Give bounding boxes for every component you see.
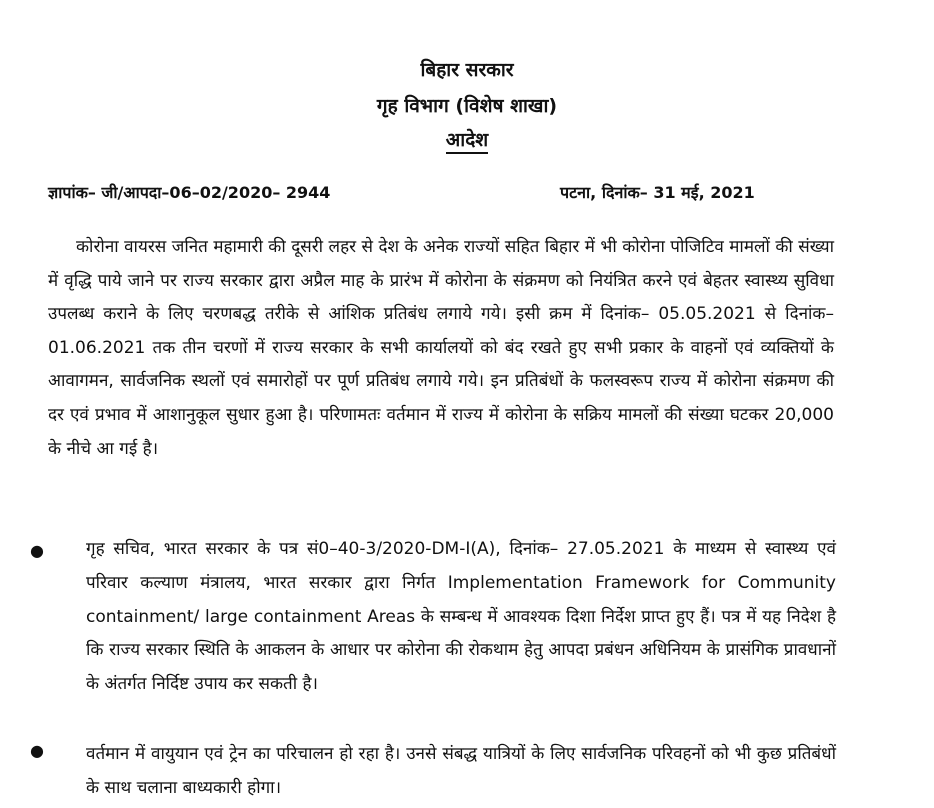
memo-number: ज्ञापांक– जी/आपदा–06–02/2020– 2944	[48, 183, 331, 202]
intro-paragraph: कोरोना वायरस जनित महामारी की दूसरी लहर से देश के अनेक राज्यों सहित बिहार में भी कोरोना पोजिटिव मामलों की संख्या में वृद्धि पाये जाने पर राज्य सरकार द्वारा अप्रैल माह के प्रारंभ में कोरोना के संक्रमण को नियंत्रित करने एवं बेहतर स्वास्थ्य सुविधा उपलब्ध कराने के लिए चरणबद्ध तरीके से आंशिक प्रतिबंध लगाये गये। इसी क्रम में दिनांक– 05.05.2021 से दिनांक– 01.06.2021 तक तीन चरणों में राज्य सरकार के सभी कार्यालयों को बंद रखते हुए सभी प्रकार के वाहनों एवं व्यक्तियों के आवागमन, सार्वजनिक स्थलों एवं समारोहों पर पूर्ण प्रतिबंध लगाये गये। इन प्रतिबंधों के फलस्वरूप राज्य में कोरोना संक्रमण की दर एवं प्रभाव में आशानुकूल सुधार हुआ है। परिणामतः वर्तमान में राज्य में कोरोना के सक्रिय मामलों की संख्या घटकर 20,000 के नीचे आ गई है।	[48, 237, 834, 459]
order-title	[0, 126, 934, 152]
bullet-dot-icon: ●	[30, 741, 44, 760]
bullet-item-1: गृह सचिव, भारत सरकार के पत्र सं0–40-3/2020-DM-I(A), दिनांक– 27.05.2021 के माध्यम से स्वास्थ्य एवं परिवार कल्याण मंत्रालय, भारत सरकार द्वारा निर्गत Implementation Framework for Community containment/ large containment Areas के सम्बन्ध में आवश्यक दिशा निर्देश प्राप्त हुए हैं। पत्र में यह निदेश है कि राज्य सरकार स्थिति के आकलन के आधार पर कोरोना की रोकथाम हेतु आपदा प्रबंधन अधिनियम के प्रासंगिक प्रावधानों के अंतर्गत निर्दिष्ट उपाय कर सकती है।	[86, 539, 836, 695]
bullet-dot-icon: ●	[30, 541, 44, 560]
department-title: गृह विभाग (विशेष शाखा)	[376, 95, 558, 117]
bullet-item-2: वर्तमान में वायुयान एवं ट्रेन का परिचालन हो रहा है। उनसे संबद्ध यात्रियों के लिए सार्वजनिक परिवहनों को भी कुछ प्रतिबंधों के साथ चलाना बाध्यकारी होगा।	[86, 744, 836, 798]
order-title-text: आदेश	[446, 129, 488, 154]
government-title: बिहार सरकार	[420, 59, 514, 81]
place-date: पटना, दिनांक– 31 मई, 2021	[560, 183, 755, 202]
